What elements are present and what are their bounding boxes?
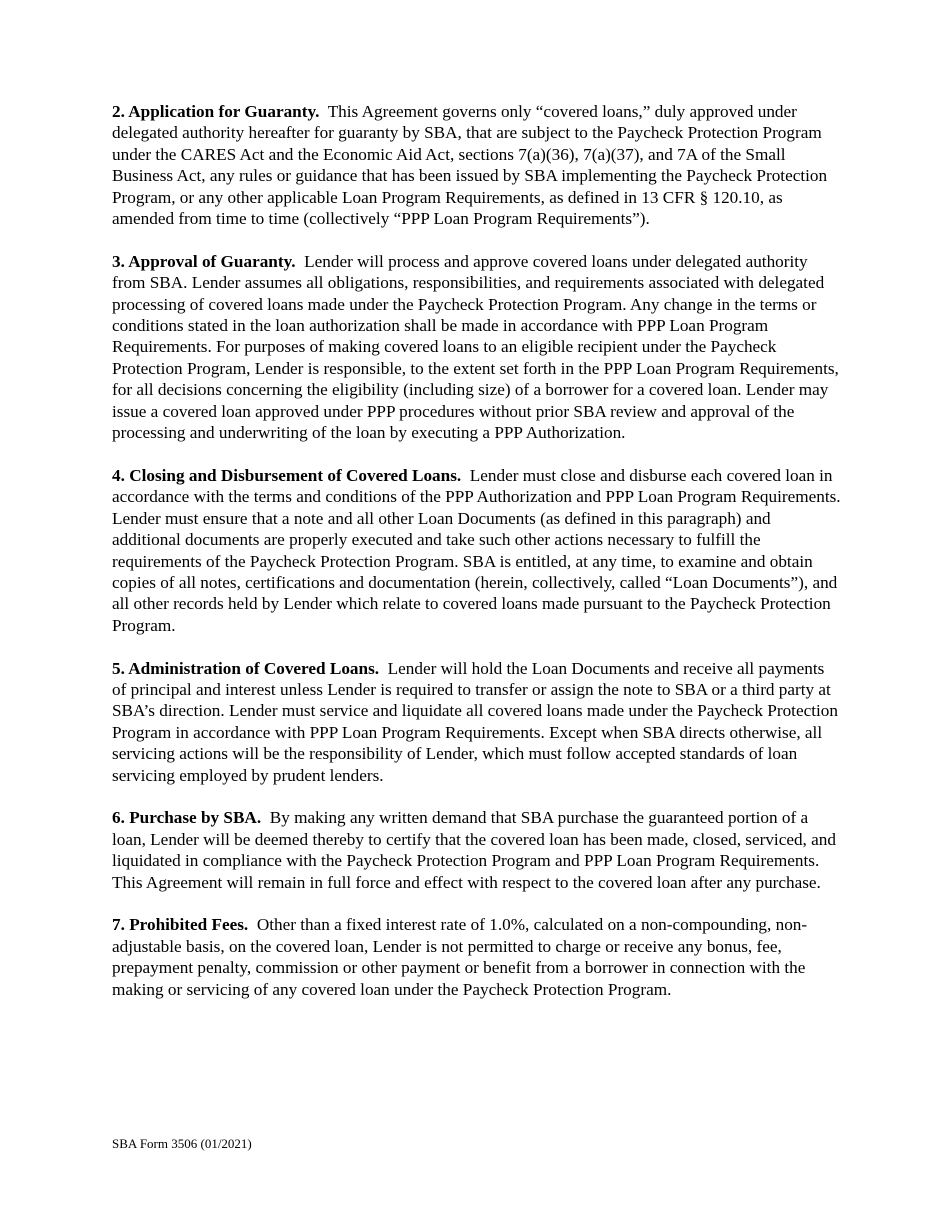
form-footer: SBA Form 3506 (01/2021) (112, 1136, 252, 1151)
section-purchase-by-sba (112, 807, 842, 893)
section-title: 5. Administration of Covered Loans. (112, 658, 380, 678)
section-body: Lender will process and approve covered loans under delegated authority from SBA. Lender assumes all obligations, responsibilities, and requirements associated with delegated processing of covered loans made under the Paycheck Protection Program. Any change in the terms or conditions stated in the loan authorization shall be made in accordance with PPP Loan Program Requirements. For purposes of making covered loans to an eligible recipient under the Paycheck Protection Program, Lender is responsible, to the extent set forth in the PPP Loan Program Requirements, for all decisions concerning the eligibility (including size) of a borrower for a covered loan. Lender may issue a covered loan approved under PPP procedures without prior SBA review and approval of the processing and underwriting of the loan by executing a PPP Authorization. (112, 251, 839, 443)
section-title: 4. Closing and Disbursement of Covered Loans. (112, 465, 462, 485)
section-body: Lender must close and disburse each covered loan in accordance with the terms and conditions of the PPP Authorization and PPP Loan Program Requirements. Lender must ensure that a note and all other Loan Documents (as defined in this paragraph) and additional documents are properly executed and take such other actions necessary to fulfill the requirements of the Paycheck Protection Program. SBA is entitled, at any time, to examine and obtain copies of all notes, certifications and documentation (herein, collectively, called “Loan Documents”), and all other records held by Lender which relate to covered loans made pursuant to the Paycheck Protection Program. (112, 465, 841, 635)
section-title: 7. Prohibited Fees. (112, 915, 249, 935)
document-page (112, 101, 842, 1021)
section-title: 6. Purchase by SBA. (112, 808, 262, 828)
section-closing-and-disbursement (112, 465, 842, 636)
section-application-for-guaranty (112, 101, 842, 229)
section-administration-of-covered-loans (112, 658, 842, 786)
section-prohibited-fees (112, 914, 842, 1000)
section-body: This Agreement governs only “covered loans,” duly approved under delegated authority hereafter for guaranty by SBA, that are subject to the Paycheck Protection Program under the CARES Act and the Economic Aid Act, sections 7(a)(36), 7(a)(37), and 7A of the Small Business Act, any rules or guidance that has been issued by SBA implementing the Paycheck Protection Program, or any other applicable Loan Program Requirements, as defined in 13 CFR § 120.10, as amended from time to time (collectively “PPP Loan Program Requirements”). (112, 102, 828, 229)
section-body: By making any written demand that SBA purchase the guaranteed portion of a loan, Lender will be deemed thereby to certify that the covered loan has been made, closed, serviced, and liquidated in compliance with the Paycheck Protection Program and PPP Loan Program Requirements. This Agreement will remain in full force and effect with respect to the covered loan after any purchase. (112, 808, 836, 892)
section-title: 2. Application for Guaranty. (112, 102, 320, 121)
section-body: Other than a fixed interest rate of 1.0%, calculated on a non-compounding, non-adjustable basis, on the covered loan, Lender is not permitted to charge or receive any bonus, fee, prepayment penalty, commission or other payment or benefit from a borrower in connection with the making or servicing of any covered loan under the Paycheck Protection Program. (112, 915, 808, 999)
section-title: 3. Approval of Guaranty. (112, 251, 296, 271)
section-body: Lender will hold the Loan Documents and receive all payments of principal and interest unless Lender is required to transfer or assign the note to SBA or a third party at SBA’s direction. Lender must service and liquidate all covered loans made under the Paycheck Protection Program in accordance with PPP Loan Program Requirements. Except when SBA directs otherwise, all servicing actions will be the responsibility of Lender, which must follow accepted standards of loan servicing employed by prudent lenders. (112, 658, 838, 785)
section-approval-of-guaranty (112, 251, 842, 444)
